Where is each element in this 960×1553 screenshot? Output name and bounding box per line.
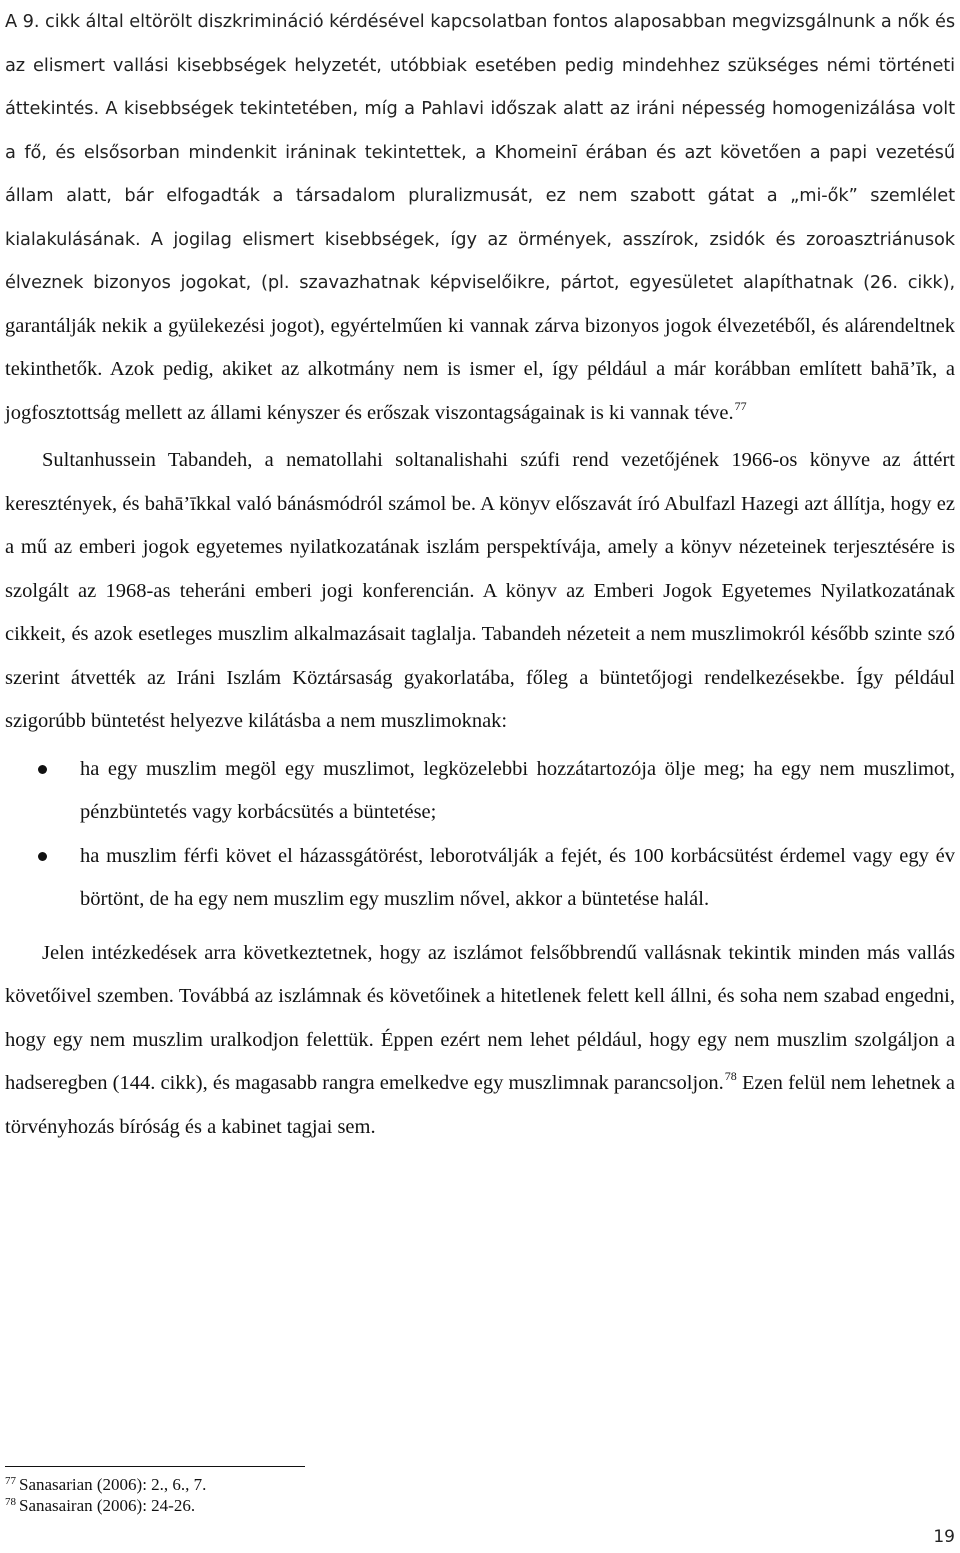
bullet-dot-icon (38, 852, 47, 861)
footnote-separator (5, 1466, 305, 1467)
paragraph-1-part-c: garantálják nekik a gyülekezési jogot), egyértelműen ki vannak zárva bizonyos jogok élvezetéből, és alárendeltnek tekinthetők. Azok pedig, akiket az alkotmány nem is ismer el, így például a már korábban említett bahā’īk, a jogfosztottság mellett az állami kényszer és erőszak viszontagságainak is ki vannak téve. (5, 314, 955, 424)
list-item-text: ha egy muszlim megöl egy muszlimot, legközelebbi hozzátartozója ölje meg; ha egy nem muszlimot, pénzbüntetés vagy korbácsütés a büntetése; (80, 757, 955, 823)
bullet-dot-icon (38, 765, 47, 774)
paragraph-2-part-a: Sultanhussein Tabandeh, a nematollahi soltanalishahi szúfi rend vezetőjének 1966-os könyve az áttért keresztények, és bahā’īkkal való bánásmódról számol be. (5, 449, 955, 515)
paragraph-2 (5, 439, 955, 744)
paragraph-3-part-a: Jelen intézkedések arra következtetnek, hogy az iszlámot felsőbbrendű vallásnak tekintik minden más vallás követőivel szemben. Továbbá az iszlámnak és követőinek a hitetlenek felett kell állni, és soha nem szabad engedni, hogy egy nem muszlim uralkodjon felettük. Éppen ezért nem lehet például, hogy egy nem muszlim szolgáljon a hadseregben (144. cikk), és magasabb rangra emelkedve egy muszlimnak parancsoljon. (5, 941, 955, 1094)
penalty-list (5, 748, 955, 922)
paragraph-3 (5, 932, 955, 1150)
footnote-ref-78: 78 (724, 1069, 737, 1083)
paragraph-1 (5, 0, 955, 435)
footnote-text: Sanasairan (2006): 24-26. (19, 1496, 196, 1515)
footnote-text: Sanasarian (2006): 2., 6., 7. (19, 1475, 207, 1494)
footnote-78 (5, 1495, 206, 1516)
footnote-ref-77: 77 (734, 398, 747, 413)
list-item-text: ha muszlim férfi követ el házassgátörést, leborotválják a fejét, és 100 korbácsütést érdemel vagy egy év börtönt, de ha egy nem muszlim egy muszlim nővel, akkor a büntetése halál. (80, 844, 955, 910)
document-page (5, 0, 955, 1149)
paragraph-1-part-a: A 9. cikk által eltörölt diszkrimináció kérdésével kapcsolatban fontos alaposabban megvizsgálnunk a nők és az elismert vallási kisebbségek helyzetét, utóbbiak esetében pedig mindehhez szükséges némi történeti áttekintés. A kisebbségek tekintetében, míg a Pahlavi időszak alatt az iráni népesség homogenizálása volt a fő, és elsősorban mindenkit iráninak tekintettek, a Khomeinī érában és azt követően a papi vezetésű állam alatt, bár elfogadták a társadalom pluralizmusát, ez nem szabott gátat a „mi-ők” szemlélet kialakulásának. (5, 11, 955, 250)
list-item (5, 748, 955, 835)
footnotes (5, 1474, 206, 1516)
list-item (5, 835, 955, 922)
paragraph-3-part-b: Ezen felül nem lehetnek a törvényhozás bíróság és a kabinet tagjai sem. (5, 1072, 955, 1138)
page-number: 19 (933, 1527, 955, 1547)
footnote-number: 78 (5, 1496, 16, 1508)
footnote-77 (5, 1474, 206, 1495)
paragraph-2-part-b: A könyv előszavát író Abulfazl Hazegi azt állítja, hogy ez a mű az emberi jogok egyetemes nyilatkozatának iszlám perspektívája, amely a könyv nézeteinek terjesztésére is szolgált az 1968-as teheráni emberi jogi konferencián. A könyv az Emberi Jogok Egyetemes Nyilatkozatának cikkeit, és azok esetleges muszlim alkalmazásait taglalja. Tabandeh nézeteit a nem muszlimokról később szinte szó szerint átvették az Iráni Iszlám Köztársaság gyakorlatába, főleg a büntetőjogi rendelkezésekbe. Így például szigorúbb büntetést helyezve kilátásba a nem muszlimoknak: (5, 492, 955, 732)
footnote-number: 77 (5, 1475, 16, 1487)
paragraph-1-part-b: A jogilag elismert kisebbségek, így az örmények, asszírok, zsidók és zoroasztriánusok élveznek bizonyos jogokat, (pl. szavazhatnak képviselőikre, pártot, egyesületet alapíthatnak (26. cikk), (5, 228, 955, 293)
